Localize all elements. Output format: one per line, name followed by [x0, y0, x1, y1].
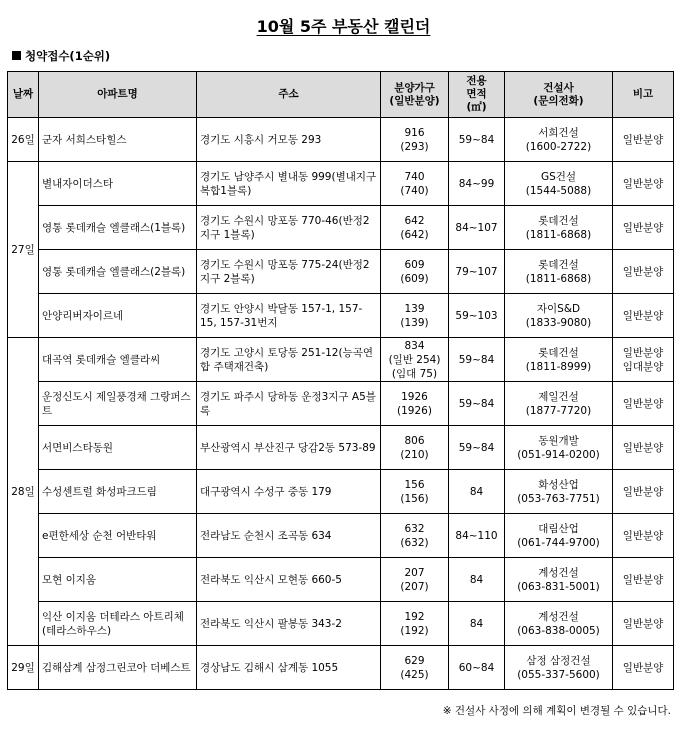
- table-row: [8, 646, 674, 690]
- header-area: 전용 면적 (㎡): [449, 72, 505, 118]
- note-cell: 일반분양: [613, 558, 674, 602]
- units-cell: 609 (609): [381, 250, 449, 294]
- note-cell: 일반분양: [613, 514, 674, 558]
- builder-cell: 화성산업 (053-763-7751): [505, 470, 613, 514]
- table-row: [8, 206, 674, 250]
- address: 경상남도 김해시 삼계동 1055: [197, 646, 381, 690]
- builder-cell: 롯데건설 (1811-8999): [505, 338, 613, 382]
- area-cell: 84: [449, 602, 505, 646]
- builder-cell: GS건설 (1544-5088): [505, 162, 613, 206]
- units-cell: 139 (139): [381, 294, 449, 338]
- units-cell: 834 (일반 254) (임대 75): [381, 338, 449, 382]
- note-cell: 일반분양: [613, 294, 674, 338]
- note-cell: 일반분양: [613, 470, 674, 514]
- apartment-name: 군자 서희스타힐스: [39, 118, 197, 162]
- date-cell: 29일: [8, 646, 39, 690]
- address: 경기도 수원시 망포동 770-46(반정2지구 1블록): [197, 206, 381, 250]
- units-cell: 629 (425): [381, 646, 449, 690]
- builder-cell: 대림산업 (061-744-9700): [505, 514, 613, 558]
- area-cell: 84~99: [449, 162, 505, 206]
- table-row: [8, 294, 674, 338]
- section-heading: 청약접수(1순위): [12, 48, 110, 64]
- note-cell: 일반분양: [613, 646, 674, 690]
- table-row: [8, 382, 674, 426]
- units-cell: 207 (207): [381, 558, 449, 602]
- note-cell: 일반분양: [613, 250, 674, 294]
- address: 전라북도 익산시 팔봉동 343-2: [197, 602, 381, 646]
- note-cell: 일반분양 임대분양: [613, 338, 674, 382]
- page-title: 10월 5주 부동산 캘린더: [256, 17, 431, 36]
- table-row: [8, 514, 674, 558]
- builder-cell: 동원개발 (051-914-0200): [505, 426, 613, 470]
- address: 경기도 안양시 박달동 157-1, 157-15, 157-31번지: [197, 294, 381, 338]
- address: 경기도 시흥시 거모동 293: [197, 118, 381, 162]
- header-builder: 건설사 (문의전화): [505, 72, 613, 118]
- area-cell: 84: [449, 470, 505, 514]
- square-bullet-icon: [12, 51, 21, 60]
- address: 전라북도 익산시 모현동 660-5: [197, 558, 381, 602]
- builder-cell: 롯데건설 (1811-6868): [505, 250, 613, 294]
- apartment-name: 대곡역 롯데캐슬 엘클라씨: [39, 338, 197, 382]
- builder-cell: 제일건설 (1877-7720): [505, 382, 613, 426]
- area-cell: 59~84: [449, 382, 505, 426]
- builder-cell: 계성건설 (063-838-0005): [505, 602, 613, 646]
- area-cell: 84~107: [449, 206, 505, 250]
- address: 부산광역시 부산진구 당감2동 573-89: [197, 426, 381, 470]
- note-cell: 일반분양: [613, 118, 674, 162]
- apartment-name: 영통 롯데캐슬 엘클래스(2블록): [39, 250, 197, 294]
- address: 경기도 수원시 망포동 775-24(반정2지구 2블록): [197, 250, 381, 294]
- builder-cell: 서희건설 (1600-2722): [505, 118, 613, 162]
- header-units: 분양가구 (일반분양): [381, 72, 449, 118]
- table-row: [8, 602, 674, 646]
- calendar-table: [7, 71, 674, 690]
- units-cell: 806 (210): [381, 426, 449, 470]
- date-cell: 27일: [8, 162, 39, 338]
- table-row: [8, 470, 674, 514]
- units-cell: 156 (156): [381, 470, 449, 514]
- apartment-name: 별내자이더스타: [39, 162, 197, 206]
- note-cell: 일반분양: [613, 382, 674, 426]
- area-cell: 59~84: [449, 426, 505, 470]
- units-cell: 192 (192): [381, 602, 449, 646]
- note-cell: 일반분양: [613, 426, 674, 470]
- units-cell: 632 (632): [381, 514, 449, 558]
- apartment-name: 수성센트럴 화성파크드림: [39, 470, 197, 514]
- apartment-name: 서면비스타동원: [39, 426, 197, 470]
- area-cell: 59~103: [449, 294, 505, 338]
- area-cell: 59~84: [449, 338, 505, 382]
- area-cell: 84: [449, 558, 505, 602]
- note-cell: 일반분양: [613, 602, 674, 646]
- table-header-row: [8, 72, 674, 118]
- address: 경기도 남양주시 별내동 999(별내지구 복합1블록): [197, 162, 381, 206]
- address: 경기도 고양시 토당동 251-12(능곡연합 주택재건축): [197, 338, 381, 382]
- address: 경기도 파주시 당하동 운정3지구 A5블록: [197, 382, 381, 426]
- note-cell: 일반분양: [613, 162, 674, 206]
- header-apartment: 아파트명: [39, 72, 197, 118]
- header-address: 주소: [197, 72, 381, 118]
- apartment-name: 영통 롯데캐슬 엘클래스(1블록): [39, 206, 197, 250]
- table-row: [8, 338, 674, 382]
- address: 대구광역시 수성구 중동 179: [197, 470, 381, 514]
- units-cell: 740 (740): [381, 162, 449, 206]
- builder-cell: 계성건설 (063-831-5001): [505, 558, 613, 602]
- note-cell: 일반분양: [613, 206, 674, 250]
- units-cell: 642 (642): [381, 206, 449, 250]
- apartment-name: e편한세상 순천 어반타워: [39, 514, 197, 558]
- apartment-name: 모현 이지움: [39, 558, 197, 602]
- table-row: [8, 558, 674, 602]
- apartment-name: 안양리버자이르네: [39, 294, 197, 338]
- builder-cell: 롯데건설 (1811-6868): [505, 206, 613, 250]
- units-cell: 916 (293): [381, 118, 449, 162]
- builder-cell: 자이S&D (1833-9080): [505, 294, 613, 338]
- header-note: 비고: [613, 72, 674, 118]
- area-cell: 79~107: [449, 250, 505, 294]
- builder-cell: 삼정 삼정건설 (055-337-5600): [505, 646, 613, 690]
- table-row: [8, 118, 674, 162]
- footnote: ※ 건설사 사정에 의해 계획이 변경될 수 있습니다.: [442, 705, 671, 717]
- area-cell: 59~84: [449, 118, 505, 162]
- apartment-name: 김해삼계 삼정그린코아 더베스트: [39, 646, 197, 690]
- table-row: [8, 250, 674, 294]
- date-cell: 26일: [8, 118, 39, 162]
- address: 전라남도 순천시 조곡동 634: [197, 514, 381, 558]
- area-cell: 60~84: [449, 646, 505, 690]
- units-cell: 1926 (1926): [381, 382, 449, 426]
- date-cell: 28일: [8, 338, 39, 646]
- header-date: 날짜: [8, 72, 39, 118]
- apartment-name: 익산 이지움 더테라스 아트리체(테라스하우스): [39, 602, 197, 646]
- table-row: [8, 162, 674, 206]
- table-row: [8, 426, 674, 470]
- area-cell: 84~110: [449, 514, 505, 558]
- apartment-name: 운정신도시 제일풍경채 그랑퍼스트: [39, 382, 197, 426]
